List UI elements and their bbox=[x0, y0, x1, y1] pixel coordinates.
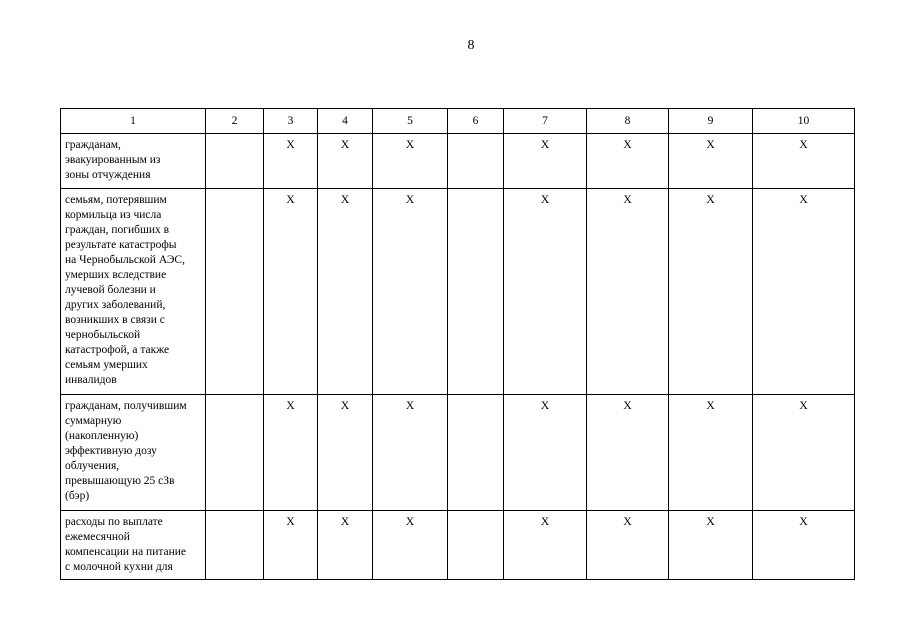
table-cell: X bbox=[587, 395, 669, 511]
table-cell: X bbox=[264, 511, 318, 580]
row-label-text: гражданам, получившим суммарную (накопленную) эффективную дозу облучения, превышающую 25 сЗв (бэр) bbox=[65, 400, 187, 502]
column-header: 8 bbox=[587, 109, 669, 134]
table-cell: X bbox=[753, 189, 855, 395]
row-label bbox=[61, 189, 206, 395]
column-header: 6 bbox=[448, 109, 504, 134]
table-cell: X bbox=[669, 395, 753, 511]
table-cell: X bbox=[318, 395, 373, 511]
row-label bbox=[61, 395, 206, 511]
column-header: 9 bbox=[669, 109, 753, 134]
row-label bbox=[61, 134, 206, 189]
table-cell: X bbox=[373, 511, 448, 580]
table-row bbox=[61, 134, 855, 189]
column-header: 10 bbox=[753, 109, 855, 134]
table-cell: X bbox=[264, 189, 318, 395]
table-cell: X bbox=[753, 395, 855, 511]
table-row bbox=[61, 189, 855, 395]
table-row bbox=[61, 395, 855, 511]
table-cell bbox=[206, 134, 264, 189]
table-cell: X bbox=[504, 511, 587, 580]
row-label bbox=[61, 511, 206, 580]
row-label-text: семьям, потерявшим кормильца из числа граждан, погибших в результате катастрофы на Чернобыльской АЭС, умерших вследствие лучевой болезни и других заболеваний, возникших в связи с чернобыльской катастрофой, а также семьям умерших инвалидов bbox=[65, 194, 185, 386]
row-label-text: гражданам, эвакуированным из зоны отчуждения bbox=[65, 139, 161, 181]
table-cell: X bbox=[587, 189, 669, 395]
table-cell: X bbox=[504, 189, 587, 395]
column-header: 2 bbox=[206, 109, 264, 134]
table-cell bbox=[448, 189, 504, 395]
table-cell: X bbox=[373, 134, 448, 189]
column-header: 5 bbox=[373, 109, 448, 134]
table-cell: X bbox=[587, 134, 669, 189]
table-cell bbox=[206, 189, 264, 395]
table-cell: X bbox=[318, 134, 373, 189]
table-cell: X bbox=[318, 189, 373, 395]
page-number: 8 bbox=[467, 38, 475, 53]
table-row bbox=[61, 511, 855, 580]
column-header: 3 bbox=[264, 109, 318, 134]
table-cell: X bbox=[587, 511, 669, 580]
table-cell bbox=[448, 134, 504, 189]
table-cell: X bbox=[753, 511, 855, 580]
column-header: 7 bbox=[504, 109, 587, 134]
table-cell: X bbox=[373, 395, 448, 511]
row-label-text: расходы по выплате ежемесячной компенсации на питание с молочной кухни для bbox=[65, 516, 187, 573]
table-header-row bbox=[61, 109, 855, 134]
table-cell: X bbox=[504, 395, 587, 511]
data-table bbox=[60, 108, 855, 580]
column-header: 4 bbox=[318, 109, 373, 134]
table-cell: X bbox=[669, 511, 753, 580]
table-cell: X bbox=[264, 134, 318, 189]
table-cell: X bbox=[669, 189, 753, 395]
table-cell: X bbox=[753, 134, 855, 189]
table-cell: X bbox=[504, 134, 587, 189]
table-cell bbox=[448, 395, 504, 511]
table-cell bbox=[206, 511, 264, 580]
table-cell: X bbox=[318, 511, 373, 580]
table-cell: X bbox=[264, 395, 318, 511]
table-cell: X bbox=[373, 189, 448, 395]
table-cell: X bbox=[669, 134, 753, 189]
table-cell bbox=[206, 395, 264, 511]
column-header: 1 bbox=[61, 109, 206, 134]
table-cell bbox=[448, 511, 504, 580]
